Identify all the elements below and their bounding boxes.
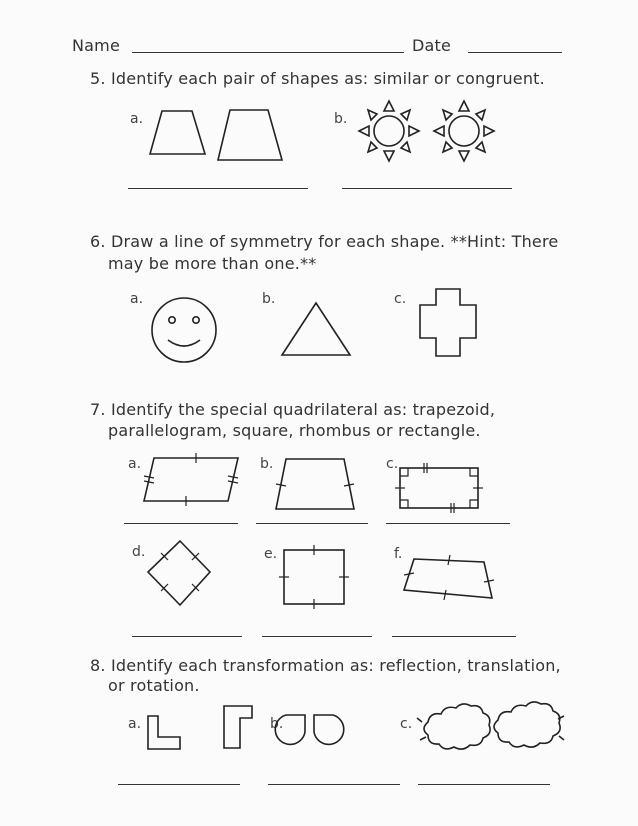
- q7-parallelogram-a: [144, 453, 238, 506]
- q7-label-a: a.: [128, 456, 142, 472]
- q5-label-a: a.: [130, 111, 144, 127]
- q5-trapezoid-large: [218, 110, 282, 160]
- date-label: Date: [412, 36, 452, 55]
- q7-label-b: b.: [260, 456, 274, 472]
- q7-label-e: e.: [264, 546, 278, 562]
- q8-teardrop-transformed: [314, 715, 344, 744]
- q6-label-a: a.: [130, 291, 144, 307]
- question-8-prompt-line2: or rotation.: [108, 676, 200, 695]
- q7-rhombus-d: [148, 541, 210, 605]
- q7-label-f: f.: [394, 546, 403, 562]
- q8-label-a: a.: [128, 716, 142, 732]
- q8-label-b: b.: [270, 716, 284, 732]
- q8-cloud-icon-transformed: [494, 702, 564, 747]
- q6-smiley-face-icon: [152, 298, 216, 362]
- q7-label-d: d.: [132, 544, 146, 560]
- q6-triangle: [282, 303, 350, 355]
- question-6-prompt-line2: may be more than one.**: [108, 254, 317, 273]
- question-5-prompt: 5. Identify each pair of shapes as: similar or congruent.: [90, 69, 545, 88]
- q8-l-shape-original: [148, 716, 180, 749]
- q7-square-e: [279, 545, 349, 609]
- q7-trapezoid-b: [276, 459, 354, 509]
- question-8-prompt-line1: 8. Identify each transformation as: reflection, translation,: [90, 656, 561, 675]
- q6-label-c: c.: [394, 291, 407, 307]
- q8-cloud-icon-original: [417, 704, 490, 749]
- q7-parallelogram-f: [404, 555, 494, 600]
- q8-l-shape-transformed: [224, 706, 252, 748]
- question-7-prompt-line2: parallelogram, square, rhombus or rectangle.: [108, 421, 481, 440]
- name-label: Name: [72, 36, 121, 55]
- q8-teardrop-original: [275, 715, 305, 744]
- q8-label-c: c.: [400, 716, 413, 732]
- question-6-prompt-line1: 6. Draw a line of symmetry for each shape. **Hint: There: [90, 232, 559, 251]
- q6-label-b: b.: [262, 291, 276, 307]
- question-7-prompt-line1: 7. Identify the special quadrilateral as: trapezoid,: [90, 400, 496, 419]
- q6-cross: [420, 289, 476, 356]
- q5-trapezoid-small: [150, 111, 205, 154]
- q7-label-c: c.: [386, 456, 399, 472]
- q5-sun-icon-1: [359, 101, 419, 161]
- q5-sun-icon-2: [434, 101, 494, 161]
- q5-label-b: b.: [334, 111, 348, 127]
- q7-rectangle-c: [395, 463, 483, 513]
